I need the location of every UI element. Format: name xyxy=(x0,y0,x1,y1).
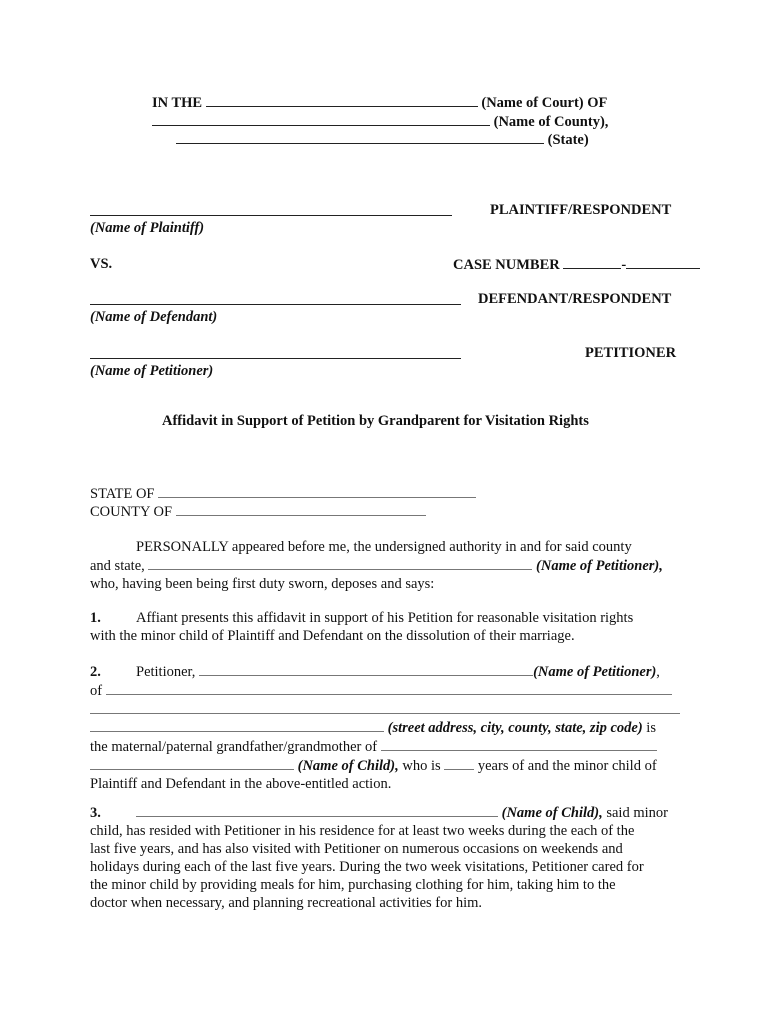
p3-line-6: doctor when necessary, and planning recreational activities for him. xyxy=(90,895,483,911)
defendant-respondent-label: DEFENDANT/RESPONDENT xyxy=(478,291,672,307)
p2-who-is: who is xyxy=(402,758,441,774)
p3-line-4: holidays during each of the last five years. During the two week visitations, Petitioner cared for xyxy=(90,859,644,875)
court-name-blank[interactable] xyxy=(206,93,478,107)
state-label: (State) xyxy=(547,132,589,148)
p2-is: is xyxy=(646,720,656,736)
in-the-label: IN THE xyxy=(152,95,203,111)
p2-line-1 xyxy=(90,662,680,681)
paragraph-2 xyxy=(90,662,680,793)
p1-line-2: with the minor child of Plaintiff and Defendant on the dissolution of their marriage. xyxy=(90,628,575,644)
p2-line-4 xyxy=(90,718,680,737)
p2-address-hint: (street address, city, county, state, zip code) xyxy=(387,720,643,736)
county-name-blank[interactable] xyxy=(152,112,490,126)
county-of-label: COUNTY OF xyxy=(90,504,173,520)
paragraph-3 xyxy=(90,803,680,912)
p2-line-5 xyxy=(90,737,680,756)
plaintiff-respondent-label: PLAINTIFF/RESPONDENT xyxy=(490,202,672,218)
p2-name-of-child: (Name of Child), xyxy=(297,758,399,774)
p2-line-3 xyxy=(90,700,680,718)
court-header-line-1 xyxy=(152,93,607,112)
intro-petitioner-blank[interactable] xyxy=(148,556,532,570)
paragraph-1 xyxy=(90,609,680,645)
p3-child-name-blank[interactable] xyxy=(136,803,498,817)
court-header-line-2 xyxy=(152,112,608,131)
intro-paragraph xyxy=(90,538,680,593)
name-of-county-label: (Name of County), xyxy=(493,114,609,130)
vs-label: VS. xyxy=(90,256,113,272)
case-number-label: CASE NUMBER xyxy=(453,257,560,273)
name-of-petitioner-label: (Name of Petitioner) xyxy=(90,363,214,379)
plaintiff-name-blank[interactable] xyxy=(90,215,452,216)
p2-relation-blank[interactable] xyxy=(381,737,657,751)
petitioner-name-blank[interactable] xyxy=(90,358,461,359)
intro-line-2 xyxy=(90,556,680,575)
p2-address-blank-3[interactable] xyxy=(90,718,384,732)
p3-said-minor: said minor xyxy=(606,805,668,821)
p2-child-name-blank[interactable] xyxy=(90,756,294,770)
p3-number: 3. xyxy=(90,805,101,821)
p2-comma: , xyxy=(656,664,660,680)
name-of-plaintiff-label: (Name of Plaintiff) xyxy=(90,220,205,236)
p2-petitioner-label: Petitioner, xyxy=(136,664,196,680)
name-of-court-label: (Name of Court) OF xyxy=(481,95,608,111)
state-of-blank[interactable] xyxy=(158,484,476,498)
p2-address-blank-1[interactable] xyxy=(106,681,672,695)
state-of-line xyxy=(90,484,476,503)
p2-years-of: years of and the minor child of xyxy=(477,758,657,774)
intro-line-1: PERSONALLY appeared before me, the undersigned authority in and for said county xyxy=(136,539,632,555)
p2-relation: the maternal/paternal grandfather/grandmother of xyxy=(90,739,378,755)
p3-line-5: the minor child by providing meals for him, purchasing clothing for him, taking him to the xyxy=(90,877,616,893)
county-of-blank[interactable] xyxy=(176,502,426,516)
p2-line-2 xyxy=(90,681,680,700)
state-name-blank[interactable] xyxy=(176,130,544,144)
case-number-line xyxy=(453,255,700,274)
document-title: Affidavit in Support of Petition by Grandparent for Visitation Rights xyxy=(162,413,589,429)
intro-name-of-petitioner: (Name of Petitioner), xyxy=(536,558,663,574)
p2-petitioner-blank[interactable] xyxy=(199,662,533,676)
p1-text-1: Affiant presents this affidavit in support of his Petition for reasonable visitation rights xyxy=(136,610,634,626)
p3-line-1 xyxy=(90,803,680,822)
p3-name-of-child: (Name of Child), xyxy=(501,805,603,821)
p2-line-6 xyxy=(90,756,680,775)
case-number-part-2-blank[interactable] xyxy=(626,255,700,269)
name-of-defendant-label: (Name of Defendant) xyxy=(90,309,218,325)
county-of-line xyxy=(90,502,426,521)
intro-line-3: who, having been being first duty sworn, deposes and says: xyxy=(90,576,435,592)
state-of-label: STATE OF xyxy=(90,486,155,502)
p2-address-blank-2[interactable] xyxy=(90,700,680,714)
p2-age-blank[interactable] xyxy=(444,756,474,770)
p2-of-label: of xyxy=(90,683,103,699)
p2-number: 2. xyxy=(90,664,101,680)
p3-line-3: last five years, and has also visited with Petitioner on numerous occasions on weekends and xyxy=(90,841,623,857)
petitioner-label: PETITIONER xyxy=(585,345,677,361)
p3-line-2: child, has resided with Petitioner in his residence for at least two weeks during the each of the xyxy=(90,823,635,839)
p1-number: 1. xyxy=(90,610,101,626)
court-header-line-3 xyxy=(176,130,589,149)
p2-line-7: Plaintiff and Defendant in the above-entitled action. xyxy=(90,776,392,792)
defendant-name-blank[interactable] xyxy=(90,304,461,305)
case-number-separator: - xyxy=(621,257,627,273)
intro-and-state: and state, xyxy=(90,558,145,574)
p1-line-1 xyxy=(90,609,680,627)
p2-name-of-petitioner: (Name of Petitioner) xyxy=(533,664,657,680)
case-number-part-1-blank[interactable] xyxy=(563,255,621,269)
